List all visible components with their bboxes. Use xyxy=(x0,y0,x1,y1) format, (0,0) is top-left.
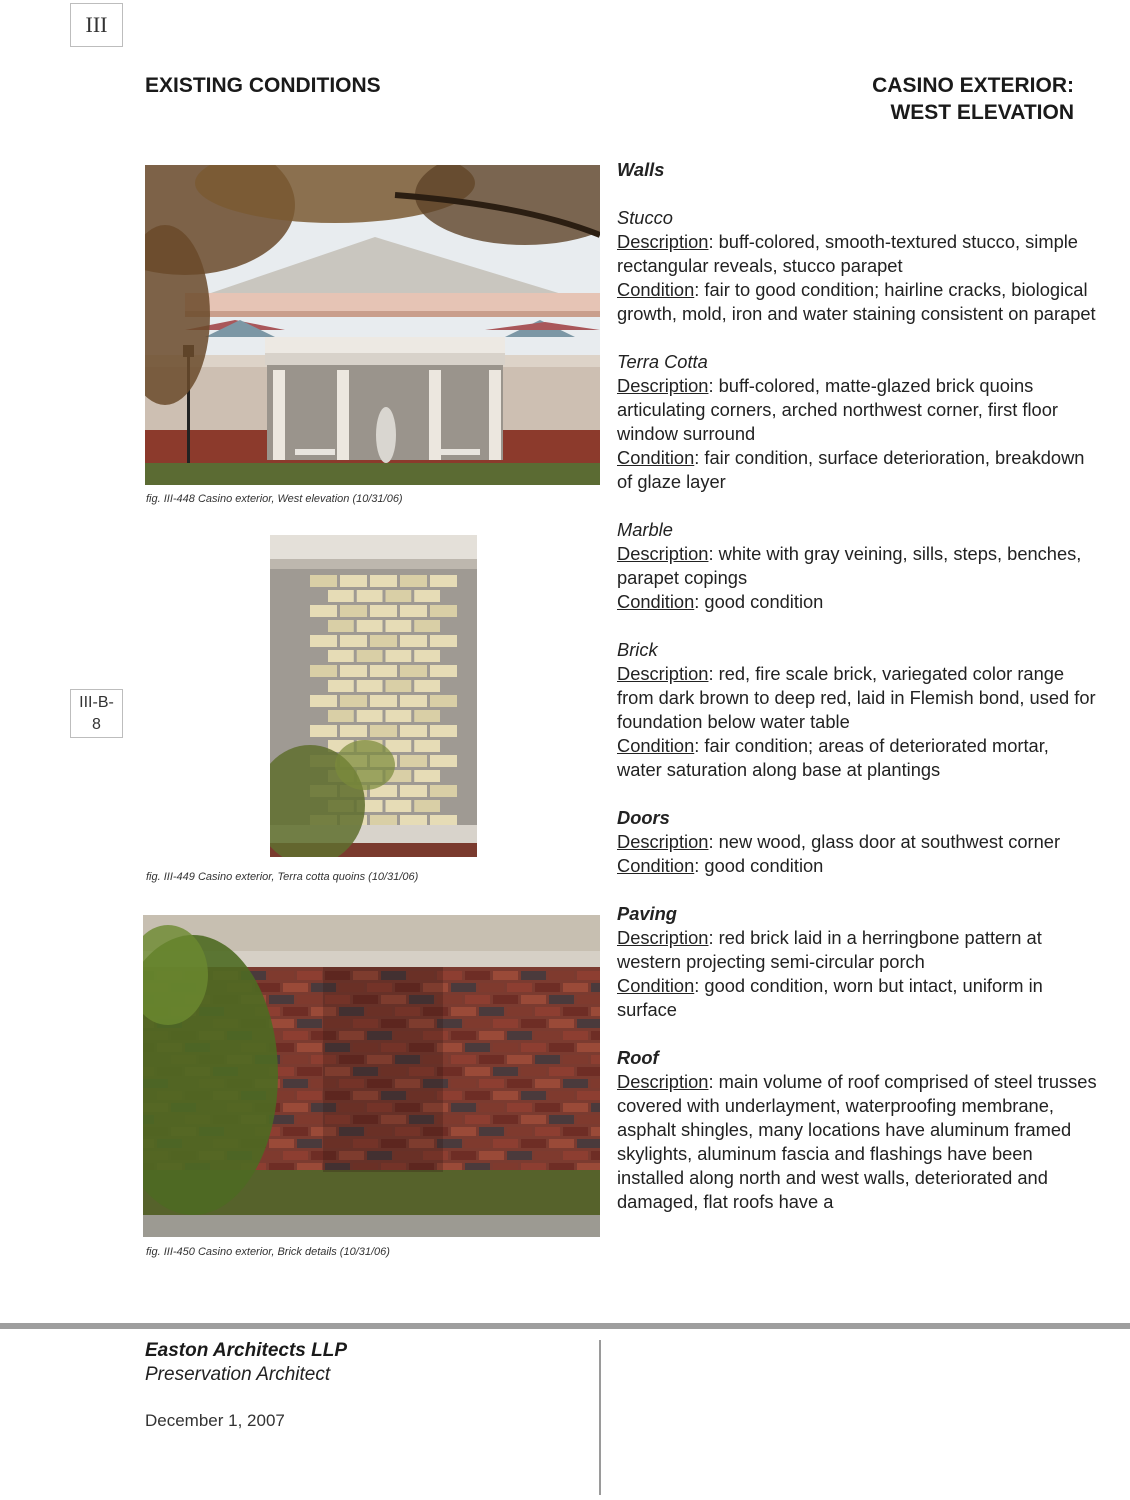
description-label: Description xyxy=(617,927,709,948)
condition-label: Condition xyxy=(617,975,695,996)
header-casino-exterior xyxy=(872,72,1074,126)
condition-label: Condition xyxy=(617,855,695,876)
doors-description: Description: new wood, glass door at southwest corner xyxy=(617,831,1061,852)
brick-condition: Condition: fair condition; areas of deteriorated mortar, water saturation along base at plantings xyxy=(617,735,1049,780)
footer-divider xyxy=(599,1340,601,1495)
condition-label: Condition xyxy=(617,735,695,756)
page-number-text: III-B- 8 xyxy=(79,693,114,733)
figure-caption-449: fig. III-449 Casino exterior, Terra cotta quoins (10/31/06) xyxy=(146,871,419,883)
subheading-terra-cotta: Terra Cotta xyxy=(617,351,708,372)
subheading-brick: Brick xyxy=(617,639,658,660)
photo-terra-cotta-quoins xyxy=(270,535,477,857)
description-label: Description xyxy=(617,375,709,396)
heading-doors: Doors xyxy=(617,807,670,828)
marble-description: Description: white with gray veining, sills, steps, benches, parapet copings xyxy=(617,543,1082,588)
condition-label: Condition xyxy=(617,279,695,300)
footer-rule xyxy=(0,1323,1130,1329)
firm-role: Preservation Architect xyxy=(145,1364,331,1385)
condition-label: Condition xyxy=(617,447,695,468)
heading-walls: Walls xyxy=(617,159,665,180)
terra-cotta-condition: Condition: fair condition, surface deterioration, breakdown of glaze layer xyxy=(617,447,1085,492)
description-label: Description xyxy=(617,231,709,252)
doors-condition: Condition: good condition xyxy=(617,855,824,876)
paving-description: Description: red brick laid in a herringbone pattern at western projecting semi-circular porch xyxy=(617,927,1042,972)
description-label: Description xyxy=(617,543,709,564)
header-right-line2: WEST ELEVATION xyxy=(890,101,1074,124)
footer-date: December 1, 2007 xyxy=(145,1411,285,1430)
brick-description: Description: red, fire scale brick, variegated color range from dark brown to deep red, laid in Flemish bond, used for foundation below water table xyxy=(617,663,1096,732)
figure-caption-448: fig. III-448 Casino exterior, West elevation (10/31/06) xyxy=(146,493,403,505)
photo-brick-details xyxy=(143,915,600,1237)
terra-cotta-description: Description: buff-colored, matte-glazed brick quoins articulating corners, arched northwest corner, first floor window surround xyxy=(617,375,1058,444)
stucco-condition: Condition: fair to good condition; hairline cracks, biological growth, mold, iron and water staining consistent on parapet xyxy=(617,279,1096,324)
description-label: Description xyxy=(617,663,709,684)
conditions-text xyxy=(617,158,1097,1214)
subheading-stucco: Stucco xyxy=(617,207,673,228)
condition-label: Condition xyxy=(617,591,695,612)
paving-condition: Condition: good condition, worn but intact, uniform in surface xyxy=(617,975,1043,1020)
roof-description: Description: main volume of roof comprised of steel trusses covered with underlayment, waterproofing membrane, asphalt shingles, many locations have aluminum framed skylights, aluminum fascia and flashings have been installed along north and west walls, deteriorated and damaged, flat roofs have a xyxy=(617,1071,1097,1212)
stucco-description: Description: buff-colored, smooth-textured stucco, simple rectangular reveals, stucco parapet xyxy=(617,231,1078,276)
heading-roof: Roof xyxy=(617,1047,659,1068)
page-number xyxy=(70,689,123,738)
figure-caption-450: fig. III-450 Casino exterior, Brick details (10/31/06) xyxy=(146,1246,390,1258)
photo-west-elevation xyxy=(145,165,600,485)
header-right-line1: CASINO EXTERIOR: xyxy=(872,74,1074,97)
header-existing-conditions: EXISTING CONDITIONS xyxy=(145,74,381,97)
description-label: Description xyxy=(617,831,709,852)
section-marker: III xyxy=(70,3,123,47)
heading-paving: Paving xyxy=(617,903,677,924)
firm-name: Easton Architects LLP xyxy=(145,1340,348,1361)
description-label: Description xyxy=(617,1071,709,1092)
marble-condition: Condition: good condition xyxy=(617,591,824,612)
subheading-marble: Marble xyxy=(617,519,673,540)
